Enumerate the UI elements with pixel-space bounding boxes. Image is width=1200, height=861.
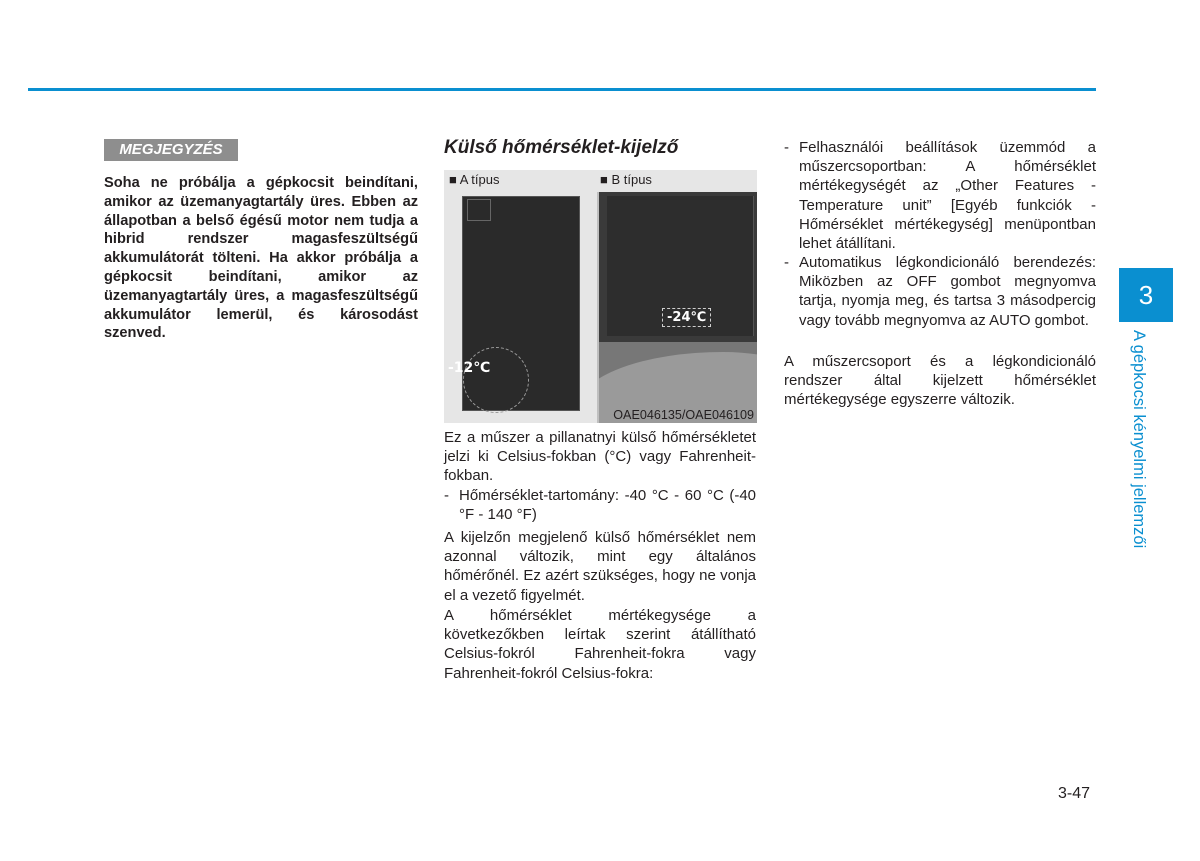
list-item-air-conditioning-text: Automatikus légkondicionáló berendezés: Miközben az OFF gombot megnyomva tartja, nyomja meg, és tartsa 3 másodpercig vagy tovább megnyomva az AUTO gombot. (799, 254, 1096, 329)
instrument-figure (444, 170, 757, 423)
list-item-user-settings-text: Felhasználói beállítások üzemmód a műszercsoportban: A hőmérséklet mértékegységét az „Other Features - Temperature unit” [Egyéb funkciók - Hőmérséklet mértékegység] menüpontban lehet átállítani. (799, 139, 1096, 253)
list-item-range (444, 486, 756, 524)
note-badge: MEGJEGYZÉS (104, 139, 238, 161)
gauge-dial (463, 347, 529, 413)
temperature-readout-a: -12℃ (448, 360, 491, 376)
chapter-number-tab: 3 (1119, 268, 1173, 322)
list-item-range-text: Hőmérséklet-tartomány: -40 °C - 60 °C (-40 °F - 140 °F) (459, 487, 756, 524)
display-indicator-square (467, 199, 491, 221)
paragraph-intro: Ez a műszer a pillanatnyi külső hőmérsékletet jelzi ki Celsius-fokban (°C) vagy Fahrenheit-fokban. (444, 429, 756, 485)
figure-caption: OAE046135/OAE046109 (613, 408, 754, 422)
note-text: Soha ne próbálja a gépkocsit beindítani, amikor az üzemanyagtartály üres. Ebben az állapotban a belső égésű motor nem tudja a hibrid rendszer magasfeszültségű akkumulátorát tölteni. Ha akkor próbálja a gépkocsit beindítani, amikor az üzemanyagtartály üres, a magasfeszültségű akkumulátor lemerül, és károsodást szenved. (104, 175, 418, 342)
list-item-user-settings (784, 138, 1096, 253)
section-title: Külső hőmérséklet-kijelző (444, 137, 679, 158)
list-dash: - (784, 254, 789, 271)
figure-label-type-b: ■ B típus (600, 172, 652, 187)
header-rule (28, 88, 1096, 91)
list-dash: - (444, 487, 449, 504)
figure-label-type-a: ■ A típus (449, 172, 500, 187)
list-item-air-conditioning (784, 253, 1096, 330)
chapter-title: A gépkocsi kényelmi jellemzői (1130, 330, 1148, 549)
paragraph-delay: A kijelzőn megjelenő külső hőmérséklet nem azonnal változik, mint egy általános hőmérőnél. Ez azért szükséges, hogy ne vonja el a vezető figyelmét. (444, 529, 756, 604)
page-number: 3-47 (1058, 785, 1091, 802)
paragraph-simultaneous: A műszercsoport és a légkondicionáló rendszer által kijelzett hőmérséklet mértékegysége egyszerre változik. (784, 353, 1096, 409)
cluster-display-type-a (462, 196, 580, 411)
paragraph-unit: A hőmérséklet mértékegysége a következőkben leírtak szerint átállítható Celsius-fokról Fahrenheit-fokra vagy Fahrenheit-fokról Celsius-fokra: (444, 607, 756, 682)
temperature-readout-b: -24℃ (662, 308, 711, 327)
list-dash: - (784, 139, 789, 156)
